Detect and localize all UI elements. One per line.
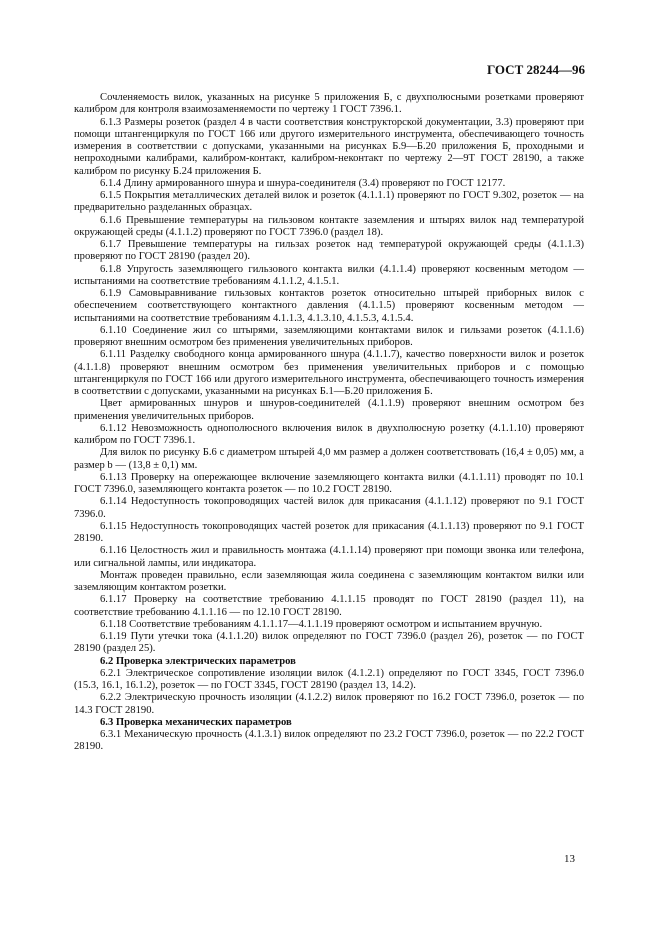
paragraph: Цвет армированных шнуров и шнуров-соединителей (4.1.1.9) проверяют внешним осмотром без применения увеличительных приборов. — [74, 398, 584, 422]
paragraph: 6.1.7 Превышение температуры на гильзах розеток над температурой окружающей среды (4.1.1.3) проверяют по ГОСТ 28190 (раздел 20). — [74, 239, 584, 263]
paragraph: Сочленяемость вилок, указанных на рисунке 5 приложения Б, с двухполюсными розетками проверяют калибром для контроля взаимозаменяемости по чертежу 1 ГОСТ 7396.1. — [74, 92, 584, 116]
paragraph: 6.1.19 Пути утечки тока (4.1.1.20) вилок определяют по ГОСТ 7396.0 (раздел 26), розеток — по ГОСТ 28190 (раздел 25). — [74, 631, 584, 655]
paragraph: 6.1.12 Невозможность однополюсного включения вилок в двухполюсную розетку (4.1.1.10) проверяют калибром по ГОСТ 7396.1. — [74, 422, 584, 446]
paragraph: Для вилок по рисунку Б.6 с диаметром штырей 4,0 мм размер a должен соответствовать (16,4 ± 0,05) мм, а размер b — (13,8 ± 0,1) мм. — [74, 447, 584, 471]
paragraph: 6.1.15 Недоступность токопроводящих частей розеток для прикасания (4.1.1.13) проверяют по 9.1 ГОСТ 28190. — [74, 520, 584, 544]
paragraph: 6.1.13 Проверку на опережающее включение заземляющего контакта вилки (4.1.1.11) проводят по 10.1 ГОСТ 7396.0, заземляющего контакта розеток — по 10.2 ГОСТ 28190. — [74, 471, 584, 495]
paragraph: 6.1.3 Размеры розеток (раздел 4 в части соответствия конструкторской документации, 3.3) проверяют при помощи штангенциркуля по ГОСТ 166 или другого измерительного инструмента, обеспечивающего точность измерения в соответствии с допусками, указанными на рисунках Б.9—Б.20 приложения Б, проходными и непроходными калибрами, калибром-контакт, калибром-неконтакт по чертежу 2—9Т ГОСТ 28190, а также калибром по рисунку Б.24 приложения Б. — [74, 116, 584, 177]
paragraph: 6.1.10 Соединение жил со штырями, заземляющими контактами вилок и гильзами розеток (4.1.1.6) проверяют внешним осмотром без применения увеличительных приборов. — [74, 324, 584, 348]
paragraph: 6.1.11 Разделку свободного конца армированного шнура (4.1.1.7), качество поверхности вилок и розеток (4.1.1.8) проверяют внешним осмотром без применения увеличительных приборов и с помощью штангенциркуля по ГОСТ 166 или другого измерительного инструмента, обеспечивающего точность измерения в соответствии с допусками, указанными на рисунках Б.1—Б.20 приложения Б. — [74, 349, 584, 397]
paragraph: 6.2.1 Электрическое сопротивление изоляции вилок (4.1.2.1) определяют по ГОСТ 3345, ГОСТ 7396.0 (15.3, 16.1, 16.1.2), розеток — по ГОСТ 3345, ГОСТ 28190 (раздел 13, 14.2). — [74, 667, 584, 691]
paragraph: 6.1.16 Целостность жил и правильность монтажа (4.1.1.14) проверяют при помощи звонка или телефона, или сигнальной лампы, или индикатора. — [74, 545, 584, 569]
paragraph: 6.1.17 Проверку на соответствие требованию 4.1.1.15 проводят по ГОСТ 28190 (раздел 11), на соответствие требованию 4.1.1.16 — по 12.10 ГОСТ 28190. — [74, 594, 584, 618]
document-header: ГОСТ 28244—96 — [486, 62, 585, 77]
page-body — [74, 92, 584, 754]
paragraph: 6.1.14 Недоступность токопроводящих частей вилок для прикасания (4.1.1.12) проверяют по 9.1 ГОСТ 7396.0. — [74, 496, 584, 520]
section-heading-6-3: 6.3 Проверка механических параметров — [100, 716, 292, 728]
paragraph: 6.1.4 Длину армированного шнура и шнура-соединителя (3.4) проверяют по ГОСТ 12177. — [100, 177, 506, 189]
paragraph: 6.1.9 Самовыравнивание гильзовых контактов розеток относительно штырей приборных вилок с обеспечением соответствующего контактного давления (4.1.1.5) проверяют косвенным методом — испытаниями на соответствие требованиям 4.1.1.3, 4.1.3.10, 4.1.5.3, 4.1.5.4. — [74, 288, 584, 324]
paragraph: 6.1.5 Покрытия металлических деталей вилок и розеток (4.1.1.1) проверяют по ГОСТ 9.302, розеток — на предварительно разделанных образцах. — [74, 190, 584, 214]
paragraph: 6.1.8 Упругость заземляющего гильзового контакта вилки (4.1.1.4) проверяют косвенным методом — испытаниями на соответствие требованиям 4.1.1.2, 4.1.5.1. — [74, 263, 584, 287]
section-heading-6-2: 6.2 Проверка электрических параметров — [100, 655, 296, 667]
paragraph: Монтаж проведен правильно, если заземляющая жила соединена с заземляющим контактом вилки или заземляющим контактом розетки. — [74, 569, 584, 593]
paragraph: 6.1.18 Соответствие требованиям 4.1.1.17—4.1.1.19 проверяют осмотром и испытанием вручную. — [100, 618, 543, 630]
paragraph: 6.3.1 Механическую прочность (4.1.3.1) вилок определяют по 23.2 ГОСТ 7396.0, розеток — по 22.2 ГОСТ 28190. — [74, 729, 584, 753]
paragraph: 6.2.2 Электрическую прочность изоляции (4.1.2.2) вилок проверяют по 16.2 ГОСТ 7396.0, розеток — по 14.3 ГОСТ 28190. — [74, 692, 584, 716]
paragraph: 6.1.6 Превышение температуры на гильзовом контакте заземления и штырях вилок над температурой окружающей среды (4.1.1.2) проверяют по ГОСТ 7396.0 (раздел 18). — [74, 214, 584, 238]
page-number: 13 — [564, 853, 575, 865]
